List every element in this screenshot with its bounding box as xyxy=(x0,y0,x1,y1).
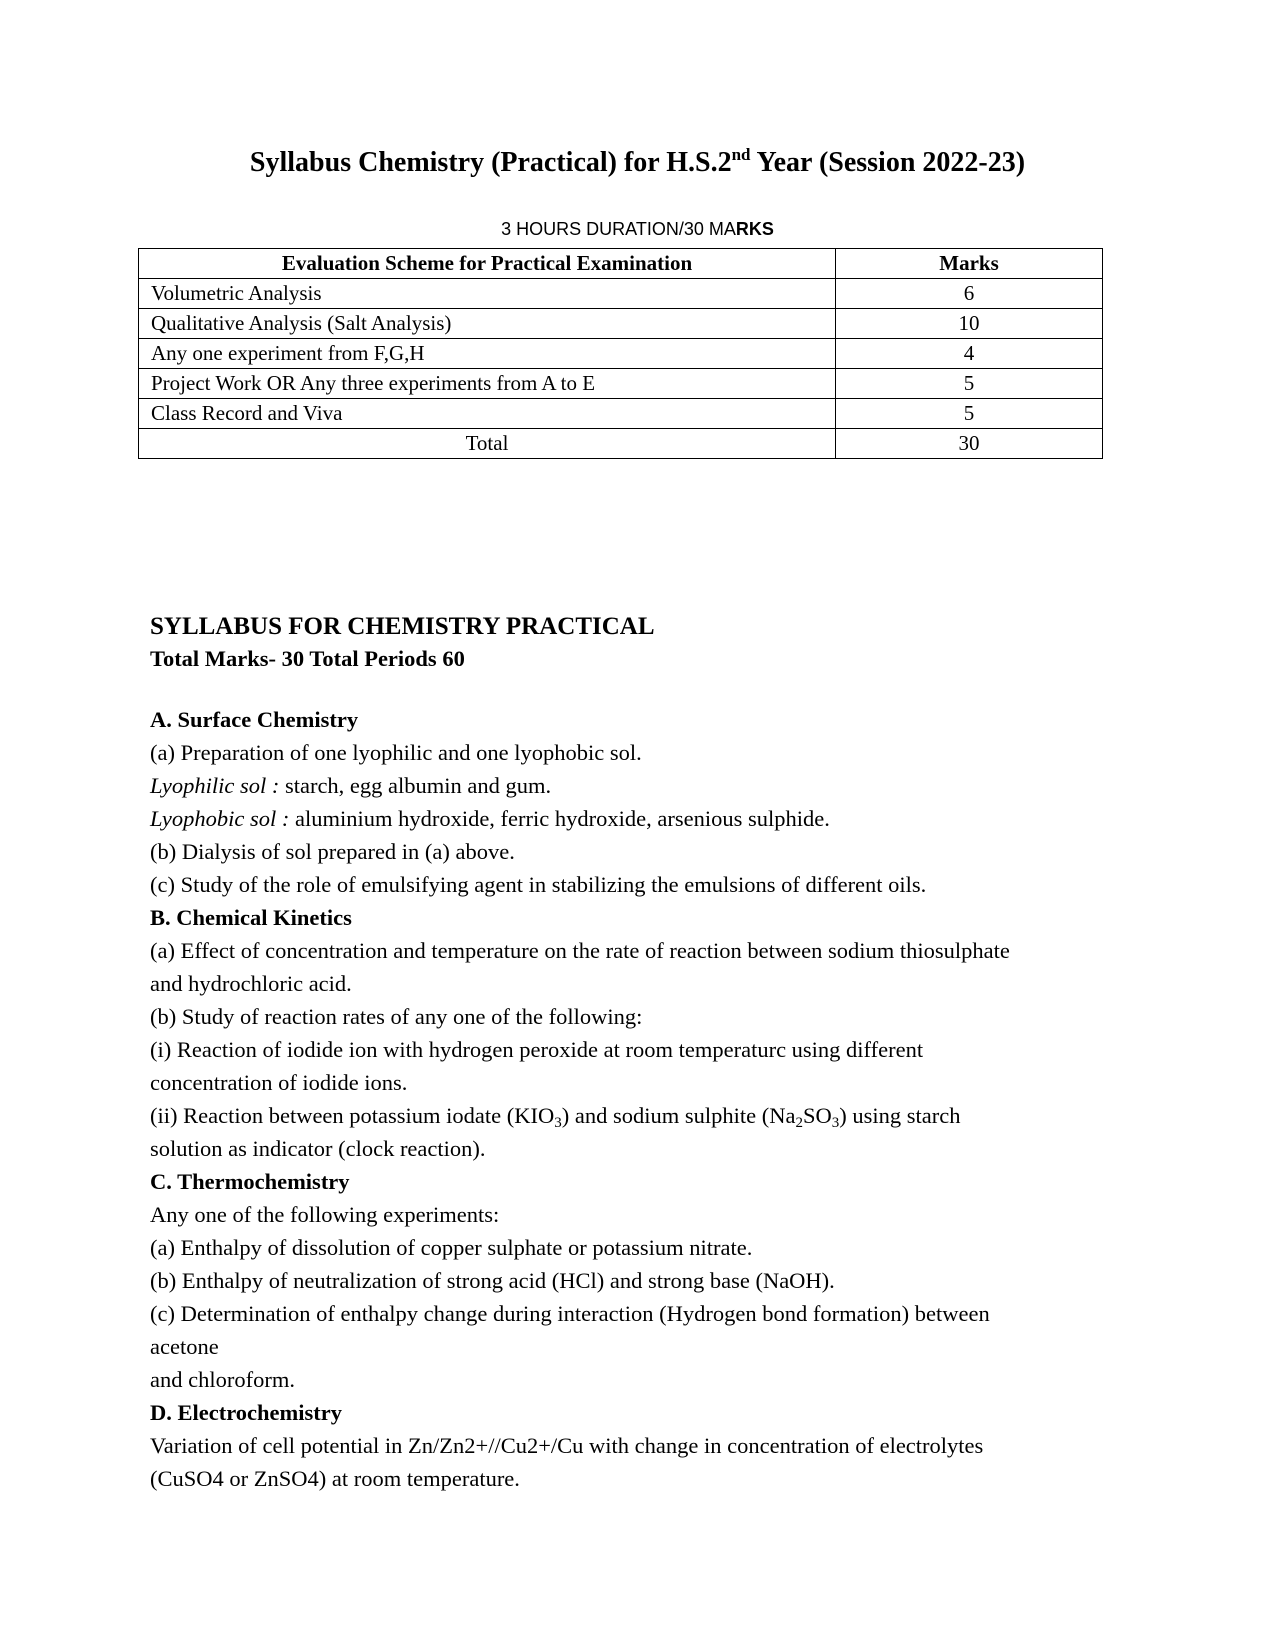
section-b-line: solution as indicator (clock reaction). xyxy=(150,1136,486,1161)
subscript: 3 xyxy=(831,1115,840,1131)
section-b-line: (b) Study of reaction rates of any one of the following: xyxy=(150,1004,643,1029)
section-b-line xyxy=(150,1099,1150,1132)
section-d-line: Variation of cell potential in Zn/Zn2+//Cu2+/Cu with change in concentration of electrolytes xyxy=(150,1433,984,1458)
table-row xyxy=(139,339,1103,369)
lyophilic-text: starch, egg albumin and gum. xyxy=(279,773,552,798)
row-item: Any one experiment from F,G,H xyxy=(139,339,836,369)
syllabus-subheading: Total Marks- 30 Total Periods 60 xyxy=(150,646,465,671)
row-marks: 10 xyxy=(836,309,1103,339)
text-span: ) and sodium sulphite (Na xyxy=(561,1103,796,1128)
table-row xyxy=(139,279,1103,309)
evaluation-table xyxy=(138,248,1103,459)
row-marks: 5 xyxy=(836,369,1103,399)
total-marks: 30 xyxy=(836,429,1103,459)
document-title xyxy=(0,146,1275,180)
total-label: Total xyxy=(139,429,836,459)
duration-text: 3 HOURS DURATION/30 MA xyxy=(501,219,736,239)
table-row xyxy=(139,399,1103,429)
lyophobic-label: Lyophobic sol : xyxy=(150,806,290,831)
row-marks: 4 xyxy=(836,339,1103,369)
section-d-line: (CuSO4 or ZnSO4) at room temperature. xyxy=(150,1466,520,1491)
row-marks: 6 xyxy=(836,279,1103,309)
table-header-row xyxy=(139,249,1103,279)
title-superscript: nd xyxy=(731,145,751,164)
subscript: 2 xyxy=(795,1115,803,1131)
section-c-line: Any one of the following experiments: xyxy=(150,1202,500,1227)
section-b-line: (i) Reaction of iodide ion with hydrogen peroxide at room temperaturc using different xyxy=(150,1037,924,1062)
section-a-line: (c) Study of the role of emulsifying agent in stabilizing the emulsions of different oils. xyxy=(150,872,927,897)
row-item: Class Record and Viva xyxy=(139,399,836,429)
table-total-row xyxy=(139,429,1103,459)
table-row xyxy=(139,309,1103,339)
section-a-line: (a) Preparation of one lyophilic and one lyophobic sol. xyxy=(150,740,642,765)
syllabus-heading: SYLLABUS FOR CHEMISTRY PRACTICAL xyxy=(150,613,655,640)
section-c-line: acetone xyxy=(150,1334,219,1359)
section-b-title: B. Chemical Kinetics xyxy=(150,905,352,930)
title-rest: Year (Session 2022-23) xyxy=(750,147,1026,178)
row-item: Qualitative Analysis (Salt Analysis) xyxy=(139,309,836,339)
duration-text-bold: RKS xyxy=(735,219,774,239)
syllabus-body xyxy=(150,611,1150,1495)
section-c-line: (b) Enthalpy of neutralization of strong acid (HCl) and strong base (NaOH). xyxy=(150,1268,835,1293)
header-marks: Marks xyxy=(836,249,1103,279)
section-a-line xyxy=(150,769,1150,802)
section-a-line: (b) Dialysis of sol prepared in (a) above. xyxy=(150,839,515,864)
section-b-line: and hydrochloric acid. xyxy=(150,971,352,996)
section-c-title: C. Thermochemistry xyxy=(150,1169,350,1194)
section-c-line: and chloroform. xyxy=(150,1367,295,1392)
text-span: ) using starch xyxy=(839,1103,961,1128)
table-row xyxy=(139,369,1103,399)
section-a-title: A. Surface Chemistry xyxy=(150,707,359,732)
section-c-line: (c) Determination of enthalpy change during interaction (Hydrogen bond formation) between xyxy=(150,1301,990,1326)
text-span: SO xyxy=(802,1103,832,1128)
header-scheme: Evaluation Scheme for Practical Examination xyxy=(139,249,836,279)
lyophobic-text: aluminium hydroxide, ferric hydroxide, arsenious sulphide. xyxy=(289,806,830,831)
row-item: Volumetric Analysis xyxy=(139,279,836,309)
section-b-line: (a) Effect of concentration and temperature on the rate of reaction between sodium thiosulphate xyxy=(150,938,1010,963)
text-span: (ii) Reaction between potassium iodate (KIO xyxy=(150,1103,555,1128)
lyophilic-label: Lyophilic sol : xyxy=(150,773,280,798)
duration-line xyxy=(0,219,1275,241)
title-main: Syllabus Chemistry (Practical) for H.S.2 xyxy=(249,147,732,178)
row-item: Project Work OR Any three experiments from A to E xyxy=(139,369,836,399)
row-marks: 5 xyxy=(836,399,1103,429)
section-b-line: concentration of iodide ions. xyxy=(150,1070,408,1095)
section-c-line: (a) Enthalpy of dissolution of copper sulphate or potassium nitrate. xyxy=(150,1235,753,1260)
section-d-title: D. Electrochemistry xyxy=(150,1400,343,1425)
section-a-line xyxy=(150,802,1150,835)
subscript: 3 xyxy=(554,1115,562,1131)
